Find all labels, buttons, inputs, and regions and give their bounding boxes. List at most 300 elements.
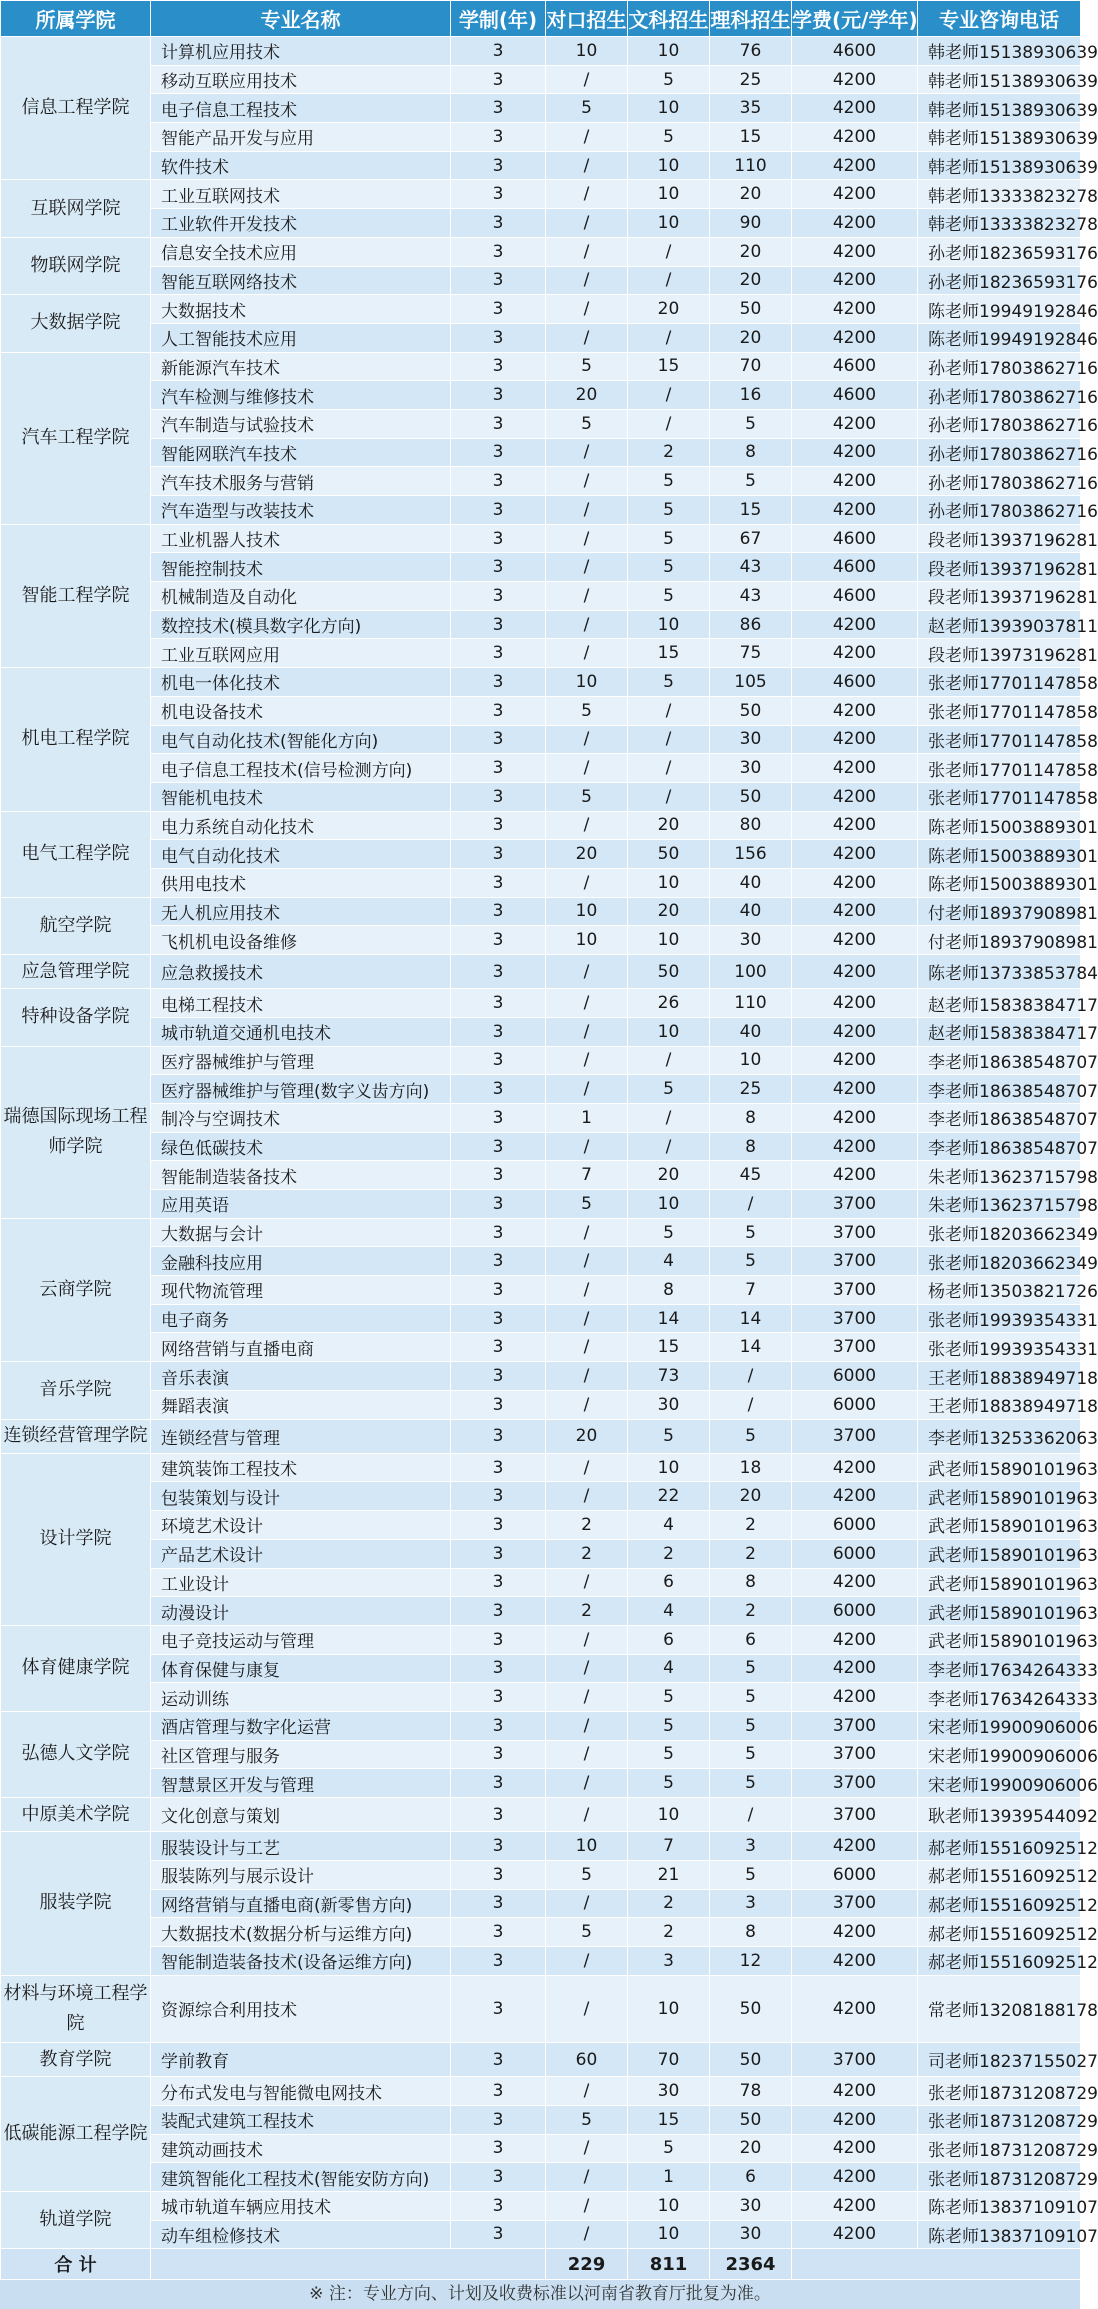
years-cell: 3 xyxy=(451,1711,546,1740)
years-cell: 3 xyxy=(451,467,546,496)
duikou-cell: 10 xyxy=(546,668,628,697)
table-row xyxy=(1,37,1081,66)
duikou-cell: / xyxy=(546,582,628,611)
years-cell: 3 xyxy=(451,840,546,869)
college-cell: 轨道学院 xyxy=(1,2191,151,2248)
like-cell: 5 xyxy=(710,1740,792,1769)
duikou-cell: 20 xyxy=(546,381,628,410)
fee-cell: 4600 xyxy=(792,352,918,381)
major-name-cell: 制冷与空调技术 xyxy=(151,1103,451,1132)
fee-cell: 4200 xyxy=(792,123,918,152)
fee-cell: 4200 xyxy=(792,180,918,209)
major-name-cell: 服装设计与工艺 xyxy=(151,1832,451,1861)
major-name-cell: 动漫设计 xyxy=(151,1597,451,1626)
wenke-cell: 4 xyxy=(628,1597,710,1626)
duikou-cell: 10 xyxy=(546,1832,628,1861)
wenke-cell: 10 xyxy=(628,151,710,180)
wenke-cell: 3 xyxy=(628,1946,710,1975)
duikou-cell: / xyxy=(546,1046,628,1075)
major-name-cell: 机电一体化技术 xyxy=(151,668,451,697)
header-major: 专业名称 xyxy=(151,1,451,37)
years-cell: 3 xyxy=(451,1860,546,1889)
major-name-cell: 智能机电技术 xyxy=(151,782,451,811)
phone-cell: 赵老师15838384717 xyxy=(918,989,1081,1018)
phone-cell: 韩老师15138930639 xyxy=(918,37,1081,66)
wenke-cell: 5 xyxy=(628,1769,710,1798)
fee-cell: 4200 xyxy=(792,151,918,180)
college-cell: 服装学院 xyxy=(1,1832,151,1975)
years-cell: 3 xyxy=(451,553,546,582)
total-blank-cell xyxy=(792,2249,1081,2280)
wenke-cell: 1 xyxy=(628,2163,710,2192)
duikou-cell: 5 xyxy=(546,782,628,811)
fee-cell: 4200 xyxy=(792,1017,918,1046)
like-cell: 8 xyxy=(710,1132,792,1161)
duikou-cell: / xyxy=(546,438,628,467)
like-cell: / xyxy=(710,1362,792,1391)
major-name-cell: 大数据技术 xyxy=(151,295,451,324)
like-cell: 30 xyxy=(710,2191,792,2220)
phone-cell: 韩老师13333823278 xyxy=(918,209,1081,238)
major-name-cell: 工业互联网应用 xyxy=(151,639,451,668)
table-row xyxy=(1,438,1081,467)
duikou-cell: / xyxy=(546,955,628,989)
phone-cell: 张老师18203662349 xyxy=(918,1218,1081,1247)
years-cell: 3 xyxy=(451,123,546,152)
like-cell: 5 xyxy=(710,1860,792,1889)
major-name-cell: 工业互联网技术 xyxy=(151,180,451,209)
wenke-cell: 10 xyxy=(628,1017,710,1046)
duikou-cell: / xyxy=(546,1769,628,1798)
table-row xyxy=(1,1390,1081,1419)
fee-cell: 4200 xyxy=(792,237,918,266)
major-name-cell: 数控技术(模具数字化方向) xyxy=(151,610,451,639)
total-duikou-cell: 229 xyxy=(546,2249,628,2280)
fee-cell: 3700 xyxy=(792,1769,918,1798)
table-row xyxy=(1,1247,1081,1276)
duikou-cell: / xyxy=(546,1276,628,1305)
wenke-cell: 20 xyxy=(628,1161,710,1190)
phone-cell: 孙老师17803862716 xyxy=(918,381,1081,410)
years-cell: 3 xyxy=(451,209,546,238)
like-cell: 5 xyxy=(710,1218,792,1247)
college-cell: 互联网学院 xyxy=(1,180,151,237)
like-cell: 50 xyxy=(710,1975,792,2042)
like-cell: 6 xyxy=(710,2163,792,2192)
phone-cell: 孙老师17803862716 xyxy=(918,438,1081,467)
major-name-cell: 动车组检修技术 xyxy=(151,2220,451,2249)
total-like-cell: 2364 xyxy=(710,2249,792,2280)
fee-cell: 4200 xyxy=(792,1453,918,1482)
like-cell: 5 xyxy=(710,1769,792,1798)
college-cell: 应急管理学院 xyxy=(1,955,151,989)
major-name-cell: 机械制造及自动化 xyxy=(151,582,451,611)
duikou-cell: / xyxy=(546,754,628,783)
wenke-cell: 50 xyxy=(628,955,710,989)
duikou-cell: / xyxy=(546,467,628,496)
years-cell: 3 xyxy=(451,1362,546,1391)
phone-cell: 张老师19939354331 xyxy=(918,1333,1081,1362)
like-cell: 14 xyxy=(710,1304,792,1333)
fee-cell: 3700 xyxy=(792,1740,918,1769)
like-cell: 70 xyxy=(710,352,792,381)
phone-cell: 张老师17701147858 xyxy=(918,782,1081,811)
major-name-cell: 大数据技术(数据分析与运维方向) xyxy=(151,1918,451,1947)
phone-cell: 付老师18937908981 xyxy=(918,897,1081,926)
duikou-cell: / xyxy=(546,1798,628,1832)
wenke-cell: / xyxy=(628,1103,710,1132)
fee-cell: 4200 xyxy=(792,438,918,467)
wenke-cell: 5 xyxy=(628,668,710,697)
like-cell: 40 xyxy=(710,897,792,926)
fee-cell: 4200 xyxy=(792,65,918,94)
fee-cell: 4200 xyxy=(792,955,918,989)
like-cell: 30 xyxy=(710,2220,792,2249)
wenke-cell: 20 xyxy=(628,295,710,324)
fee-cell: 4200 xyxy=(792,266,918,295)
major-name-cell: 机电设备技术 xyxy=(151,696,451,725)
wenke-cell: / xyxy=(628,696,710,725)
fee-cell: 3700 xyxy=(792,1218,918,1247)
major-name-cell: 应急救援技术 xyxy=(151,955,451,989)
table-row xyxy=(1,467,1081,496)
header-like: 理科招生 xyxy=(710,1,792,37)
fee-cell: 4200 xyxy=(792,989,918,1018)
major-name-cell: 金融科技应用 xyxy=(151,1247,451,1276)
college-cell: 教育学院 xyxy=(1,2042,151,2076)
phone-cell: 孙老师17803862716 xyxy=(918,352,1081,381)
table-row xyxy=(1,811,1081,840)
like-cell: 15 xyxy=(710,496,792,525)
table-row xyxy=(1,955,1081,989)
total-label-cell: 合 计 xyxy=(1,2249,151,2280)
fee-cell: 3700 xyxy=(792,1247,918,1276)
duikou-cell: / xyxy=(546,1390,628,1419)
fee-cell: 4200 xyxy=(792,2105,918,2134)
major-name-cell: 信息安全技术应用 xyxy=(151,237,451,266)
phone-cell: 陈老师19949192846 xyxy=(918,295,1081,324)
fee-cell: 4200 xyxy=(792,1568,918,1597)
years-cell: 3 xyxy=(451,897,546,926)
table-row xyxy=(1,1511,1081,1540)
major-name-cell: 城市轨道车辆应用技术 xyxy=(151,2191,451,2220)
phone-cell: 张老师18731208729 xyxy=(918,2105,1081,2134)
major-name-cell: 建筑装饰工程技术 xyxy=(151,1453,451,1482)
major-name-cell: 电气自动化技术(智能化方向) xyxy=(151,725,451,754)
duikou-cell: 5 xyxy=(546,1860,628,1889)
like-cell: 86 xyxy=(710,610,792,639)
phone-cell: 韩老师15138930639 xyxy=(918,123,1081,152)
fee-cell: 6000 xyxy=(792,1362,918,1391)
like-cell: 43 xyxy=(710,582,792,611)
table-row xyxy=(1,1946,1081,1975)
table-row xyxy=(1,1740,1081,1769)
major-name-cell: 飞机机电设备维修 xyxy=(151,926,451,955)
header-college: 所属学院 xyxy=(1,1,151,37)
like-cell: 110 xyxy=(710,151,792,180)
wenke-cell: 4 xyxy=(628,1511,710,1540)
table-row xyxy=(1,1769,1081,1798)
phone-cell: 张老师18731208729 xyxy=(918,2134,1081,2163)
wenke-cell: 30 xyxy=(628,1390,710,1419)
major-name-cell: 建筑智能化工程技术(智能安防方向) xyxy=(151,2163,451,2192)
phone-cell: 孙老师17803862716 xyxy=(918,409,1081,438)
fee-cell: 4600 xyxy=(792,37,918,66)
table-row xyxy=(1,2163,1081,2192)
table-row xyxy=(1,1798,1081,1832)
table-row xyxy=(1,1190,1081,1219)
years-cell: 3 xyxy=(451,1798,546,1832)
major-name-cell: 医疗器械维护与管理(数字义齿方向) xyxy=(151,1075,451,1104)
fee-cell: 6000 xyxy=(792,1860,918,1889)
years-cell: 3 xyxy=(451,2105,546,2134)
wenke-cell: / xyxy=(628,266,710,295)
years-cell: 3 xyxy=(451,811,546,840)
like-cell: 5 xyxy=(710,467,792,496)
like-cell: 67 xyxy=(710,524,792,553)
table-row xyxy=(1,1419,1081,1453)
years-cell: 3 xyxy=(451,1511,546,1540)
years-cell: 3 xyxy=(451,1390,546,1419)
wenke-cell: / xyxy=(628,1132,710,1161)
fee-cell: 4600 xyxy=(792,668,918,697)
fee-cell: 4200 xyxy=(792,725,918,754)
header-row xyxy=(1,1,1081,37)
years-cell: 3 xyxy=(451,352,546,381)
years-cell: 3 xyxy=(451,610,546,639)
wenke-cell: / xyxy=(628,237,710,266)
like-cell: 30 xyxy=(710,754,792,783)
years-cell: 3 xyxy=(451,2077,546,2106)
major-name-cell: 电子信息工程技术 xyxy=(151,94,451,123)
wenke-cell: 14 xyxy=(628,1304,710,1333)
wenke-cell: 6 xyxy=(628,1568,710,1597)
college-cell: 物联网学院 xyxy=(1,237,151,294)
phone-cell: 武老师15890101963 xyxy=(918,1539,1081,1568)
like-cell: 45 xyxy=(710,1161,792,1190)
fee-cell: 4200 xyxy=(792,1103,918,1132)
duikou-cell: 5 xyxy=(546,696,628,725)
like-cell: 8 xyxy=(710,1103,792,1132)
major-name-cell: 工业软件开发技术 xyxy=(151,209,451,238)
like-cell: 20 xyxy=(710,266,792,295)
fee-cell: 4200 xyxy=(792,409,918,438)
table-row xyxy=(1,1103,1081,1132)
phone-cell: 武老师15890101963 xyxy=(918,1511,1081,1540)
like-cell: 50 xyxy=(710,782,792,811)
table-row xyxy=(1,1918,1081,1947)
duikou-cell: / xyxy=(546,1975,628,2042)
table-row xyxy=(1,1276,1081,1305)
table-row xyxy=(1,2191,1081,2220)
table-row xyxy=(1,1539,1081,1568)
phone-cell: 杨老师13503821726 xyxy=(918,1276,1081,1305)
like-cell: 105 xyxy=(710,668,792,697)
duikou-cell: 10 xyxy=(546,897,628,926)
fee-cell: 4200 xyxy=(792,754,918,783)
duikou-cell: / xyxy=(546,2077,628,2106)
wenke-cell: 5 xyxy=(628,2134,710,2163)
major-name-cell: 连锁经营与管理 xyxy=(151,1419,451,1453)
table-row xyxy=(1,1625,1081,1654)
fee-cell: 4200 xyxy=(792,897,918,926)
like-cell: / xyxy=(710,1798,792,1832)
college-cell: 材料与环境工程学院 xyxy=(1,1975,151,2042)
major-name-cell: 电子信息工程技术(信号检测方向) xyxy=(151,754,451,783)
duikou-cell: / xyxy=(546,1017,628,1046)
years-cell: 3 xyxy=(451,696,546,725)
phone-cell: 陈老师13837109107 xyxy=(918,2220,1081,2249)
table-row xyxy=(1,409,1081,438)
like-cell: 40 xyxy=(710,1017,792,1046)
fee-cell: 4200 xyxy=(792,496,918,525)
like-cell: 2 xyxy=(710,1597,792,1626)
phone-cell: 张老师17701147858 xyxy=(918,668,1081,697)
like-cell: 10 xyxy=(710,1046,792,1075)
wenke-cell: 10 xyxy=(628,2191,710,2220)
like-cell: 5 xyxy=(710,1419,792,1453)
like-cell: 40 xyxy=(710,868,792,897)
fee-cell: 4200 xyxy=(792,1946,918,1975)
major-name-cell: 资源综合利用技术 xyxy=(151,1975,451,2042)
phone-cell: 韩老师15138930639 xyxy=(918,65,1081,94)
years-cell: 3 xyxy=(451,639,546,668)
duikou-cell: 2 xyxy=(546,1539,628,1568)
like-cell: 50 xyxy=(710,295,792,324)
phone-cell: 张老师17701147858 xyxy=(918,696,1081,725)
like-cell: 50 xyxy=(710,696,792,725)
years-cell: 3 xyxy=(451,955,546,989)
duikou-cell: / xyxy=(546,1711,628,1740)
years-cell: 3 xyxy=(451,1190,546,1219)
phone-cell: 李老师18638548707 xyxy=(918,1132,1081,1161)
table-row xyxy=(1,94,1081,123)
like-cell: 90 xyxy=(710,209,792,238)
wenke-cell: / xyxy=(628,323,710,352)
duikou-cell: 5 xyxy=(546,94,628,123)
table-row xyxy=(1,782,1081,811)
major-name-cell: 电子商务 xyxy=(151,1304,451,1333)
like-cell: 35 xyxy=(710,94,792,123)
table-row xyxy=(1,237,1081,266)
phone-cell: 韩老师13333823278 xyxy=(918,180,1081,209)
duikou-cell: / xyxy=(546,1132,628,1161)
phone-cell: 韩老师15138930639 xyxy=(918,94,1081,123)
wenke-cell: 20 xyxy=(628,811,710,840)
duikou-cell: / xyxy=(546,496,628,525)
phone-cell: 李老师18638548707 xyxy=(918,1075,1081,1104)
like-cell: 156 xyxy=(710,840,792,869)
wenke-cell: 7 xyxy=(628,1832,710,1861)
phone-cell: 陈老师15003889301 xyxy=(918,868,1081,897)
fee-cell: 4200 xyxy=(792,2220,918,2249)
duikou-cell: / xyxy=(546,1625,628,1654)
table-row xyxy=(1,266,1081,295)
fee-cell: 6000 xyxy=(792,1511,918,1540)
major-name-cell: 音乐表演 xyxy=(151,1362,451,1391)
duikou-cell: / xyxy=(546,725,628,754)
phone-cell: 王老师18838949718 xyxy=(918,1362,1081,1391)
total-row xyxy=(1,2249,1081,2280)
like-cell: 25 xyxy=(710,1075,792,1104)
phone-cell: 陈老师15003889301 xyxy=(918,840,1081,869)
header-wenke: 文科招生 xyxy=(628,1,710,37)
phone-cell: 郝老师15516092512 xyxy=(918,1946,1081,1975)
years-cell: 3 xyxy=(451,1075,546,1104)
duikou-cell: / xyxy=(546,1362,628,1391)
major-name-cell: 服装陈列与展示设计 xyxy=(151,1860,451,1889)
phone-cell: 段老师13937196281 xyxy=(918,553,1081,582)
fee-cell: 6000 xyxy=(792,1390,918,1419)
duikou-cell: 5 xyxy=(546,352,628,381)
wenke-cell: 4 xyxy=(628,1654,710,1683)
major-name-cell: 智能互联网络技术 xyxy=(151,266,451,295)
wenke-cell: / xyxy=(628,1046,710,1075)
wenke-cell: 10 xyxy=(628,37,710,66)
years-cell: 3 xyxy=(451,1539,546,1568)
table-row xyxy=(1,1597,1081,1626)
like-cell: 3 xyxy=(710,1832,792,1861)
like-cell: 7 xyxy=(710,1276,792,1305)
total-blank-cell xyxy=(151,2249,546,2280)
duikou-cell: / xyxy=(546,2134,628,2163)
table-row xyxy=(1,2042,1081,2076)
years-cell: 3 xyxy=(451,1304,546,1333)
phone-cell: 王老师18838949718 xyxy=(918,1390,1081,1419)
duikou-cell: / xyxy=(546,123,628,152)
like-cell: / xyxy=(710,1190,792,1219)
fee-cell: 3700 xyxy=(792,1276,918,1305)
table-row xyxy=(1,1132,1081,1161)
wenke-cell: 5 xyxy=(628,65,710,94)
like-cell: 78 xyxy=(710,2077,792,2106)
major-name-cell: 电气自动化技术 xyxy=(151,840,451,869)
like-cell: 14 xyxy=(710,1333,792,1362)
wenke-cell: 2 xyxy=(628,1539,710,1568)
duikou-cell: / xyxy=(546,989,628,1018)
major-name-cell: 软件技术 xyxy=(151,151,451,180)
duikou-cell: 5 xyxy=(546,1190,628,1219)
table-row xyxy=(1,524,1081,553)
phone-cell: 段老师13937196281 xyxy=(918,582,1081,611)
fee-cell: 3700 xyxy=(792,1304,918,1333)
years-cell: 3 xyxy=(451,496,546,525)
table-row xyxy=(1,1683,1081,1712)
duikou-cell: / xyxy=(546,868,628,897)
years-cell: 3 xyxy=(451,1017,546,1046)
like-cell: 5 xyxy=(710,1711,792,1740)
major-name-cell: 建筑动画技术 xyxy=(151,2134,451,2163)
fee-cell: 3700 xyxy=(792,1333,918,1362)
years-cell: 3 xyxy=(451,1276,546,1305)
college-cell: 弘德人文学院 xyxy=(1,1711,151,1797)
major-name-cell: 网络营销与直播电商(新零售方向) xyxy=(151,1889,451,1918)
duikou-cell: 20 xyxy=(546,1419,628,1453)
wenke-cell: 6 xyxy=(628,1625,710,1654)
fee-cell: 4200 xyxy=(792,639,918,668)
duikou-cell: / xyxy=(546,1889,628,1918)
major-name-cell: 酒店管理与数字化运营 xyxy=(151,1711,451,1740)
years-cell: 3 xyxy=(451,323,546,352)
major-name-cell: 工业机器人技术 xyxy=(151,524,451,553)
wenke-cell: 5 xyxy=(628,1683,710,1712)
table-row xyxy=(1,1075,1081,1104)
major-name-cell: 大数据与会计 xyxy=(151,1218,451,1247)
major-name-cell: 人工智能技术应用 xyxy=(151,323,451,352)
fee-cell: 4200 xyxy=(792,1075,918,1104)
years-cell: 3 xyxy=(451,1832,546,1861)
phone-cell: 武老师15890101963 xyxy=(918,1625,1081,1654)
